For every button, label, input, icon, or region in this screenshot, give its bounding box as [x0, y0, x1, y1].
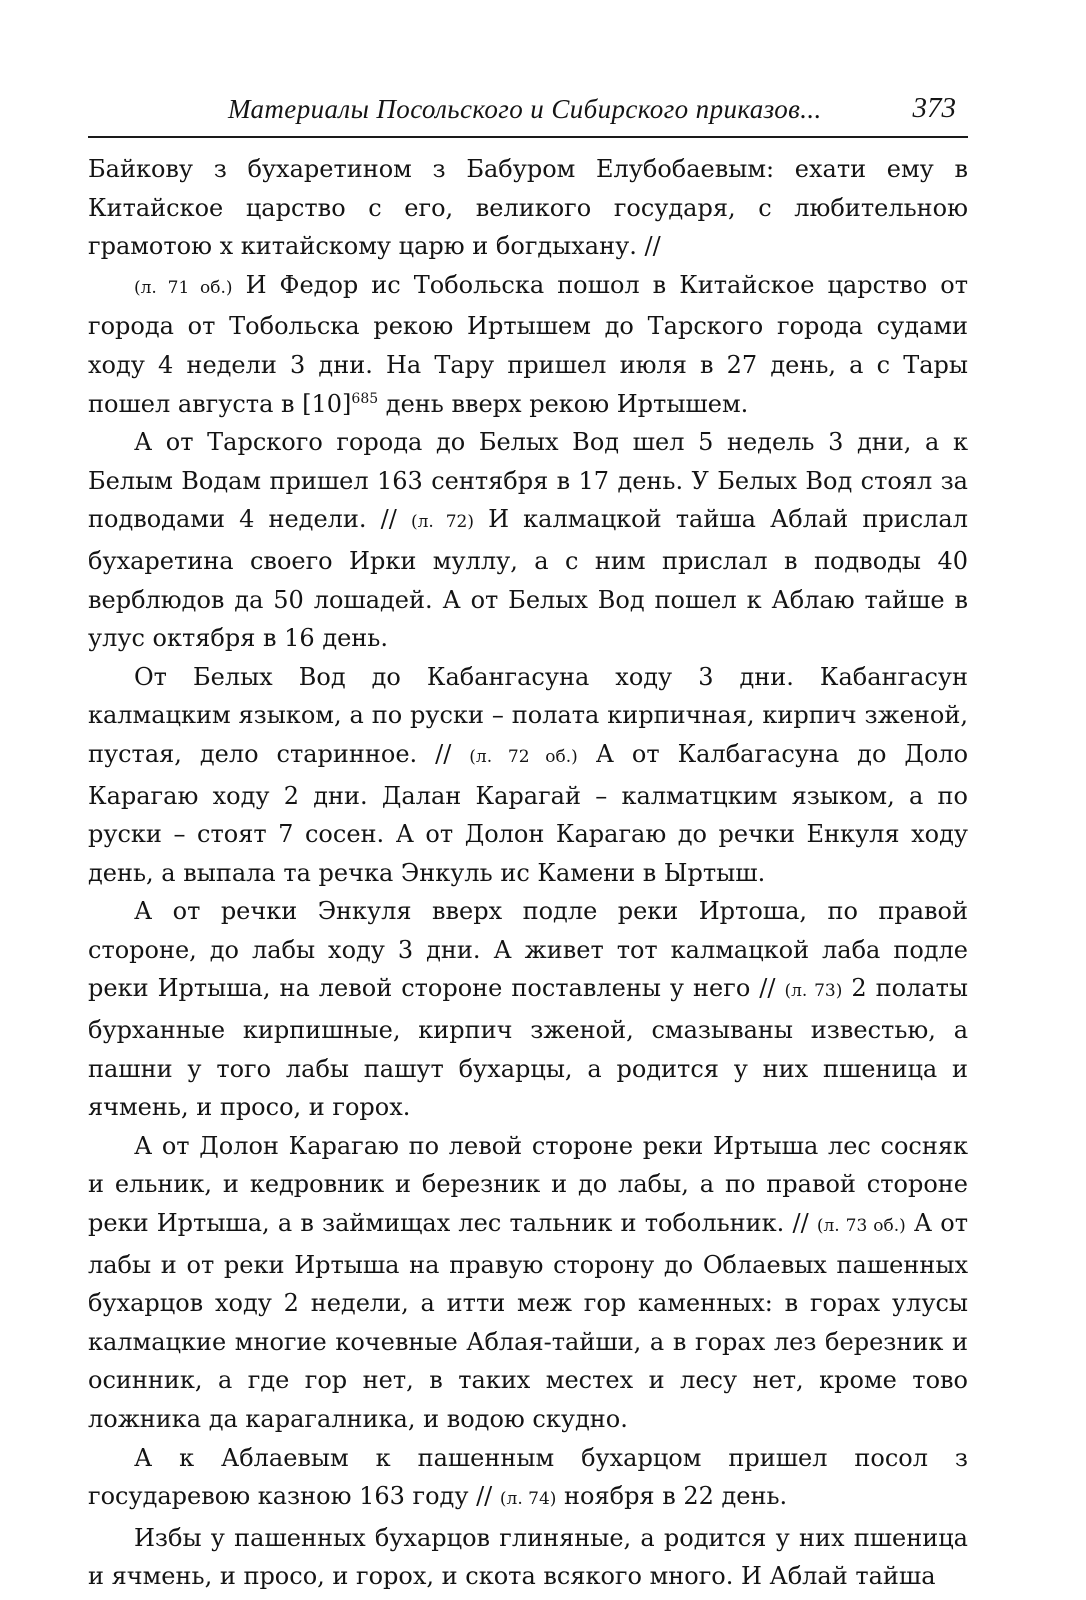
text-run: А от лабы и от реки Иртыша на правую сторону до Облаевых пашенных бухарцов ходу 2 недели, а итти меж гор каменных: в горах улусы калмацкие многие кочевные Аблая-тайши, а в горах лез березник и осинник, а где гор нет, в таких местех и лесу нет, кроме тово ложника да карагалника, и водою скудно.	[88, 1209, 968, 1433]
paragraph	[88, 150, 968, 266]
folio-reference: (л. 73)	[784, 981, 843, 1002]
text-run: И калмацкой тайша Аблай прислал бухаретина своего Ирки муллу, а с ним прислал в подводы 40 верблюдов да 50 лошадей. А от Белых Вод пошел к Аблаю тайше в улус октября в 16 день.	[88, 505, 968, 653]
main-text	[88, 150, 968, 1596]
text-run: Байкову з бухаретином з Бабуром Елубобаевым: ехати ему в Китайское царство с его, великого государя, с любительною грамотою х китайскому царю и богдыхану. //	[88, 155, 968, 261]
text-run: А от Калбагасуна до Доло Карагаю ходу 2 дни. Далан Карагай – калматцким языком, а по руски – стоят 7 сосен. А от Долон Карагаю до речки Енкуля ходу день, а выпала та речка Энкуль ис Камени в Ыртыш.	[88, 739, 969, 887]
text-run: И Федор ис Тобольска пошол в Китайское царство от города от Тобольска рекою Иртышем до Тарского города судами ходу 4 недели 3 дни. На Тару пришел июля в 27 день, а с Тары пошел августа в [10]	[88, 270, 969, 418]
text-run: А от Долон Карагаю по левой стороне реки Иртыша лес сосняк и ельник, и кедровник и березник и до лабы, а по правой стороне реки Иртыша, а в займищах лес тальник и тобольник. //	[88, 1131, 968, 1238]
running-title: Материалы Посольского и Сибирского приказов...	[228, 94, 822, 124]
text-run: ноября в 22 день.	[556, 1482, 788, 1511]
page-number: 373	[912, 92, 956, 124]
paragraph	[88, 1519, 968, 1596]
paragraph	[88, 892, 968, 1127]
folio-reference: (л. 73 об.)	[816, 1216, 906, 1237]
text-run: Избы у пашенных бухарцов глиняные, а родится у них пшеница и ячмень, и просо, и горох, и скота всякого много. И Аблай тайша	[88, 1523, 968, 1591]
folio-reference: (л. 72)	[410, 512, 474, 533]
paragraph	[88, 1439, 968, 1519]
footnote-reference: 685	[351, 390, 379, 407]
text-run: От Белых Вод до Кабангасуна ходу 3 дни. Кабангасун калмацким языком, а по руски – полата кирпичная, кирпич зженой, пустая, дело старинное. //	[88, 662, 968, 768]
text-run: А от речки Энкуля вверх подле реки Иртоша, по правой стороне, до лабы ходу 3 дни. А живет тот калмацкой лаба подле реки Иртыша, на левой стороне поставлены у него //	[88, 897, 968, 1003]
folio-reference: (л. 74)	[499, 1489, 557, 1510]
paragraph	[88, 1127, 968, 1439]
text-run: А от Тарского города до Белых Вод шел 5 недель 3 дни, а к Белым Водам пришел 163 сентября в 17 день. У Белых Вод стоял за подводами 4 недели. //	[88, 428, 968, 534]
folio-reference: (л. 72 об.)	[469, 746, 578, 767]
text-run: А к Аблаевым к пашенным бухарцом пришел посол з государевою казною 163 году //	[88, 1443, 968, 1511]
paragraph	[88, 658, 968, 893]
text-run: день вверх рекою Иртышем.	[378, 389, 749, 418]
text-run: 2 полаты бурханные кирпишные, кирпич зженой, смазываны известью, а пашни у того лабы пашут бухарцы, а родится у них пшеница и ячмень, и просо, и горох.	[88, 974, 968, 1122]
running-header	[88, 92, 968, 138]
paragraph	[88, 423, 968, 658]
paragraph	[88, 266, 968, 423]
folio-reference: (л. 71 об.)	[134, 277, 233, 298]
